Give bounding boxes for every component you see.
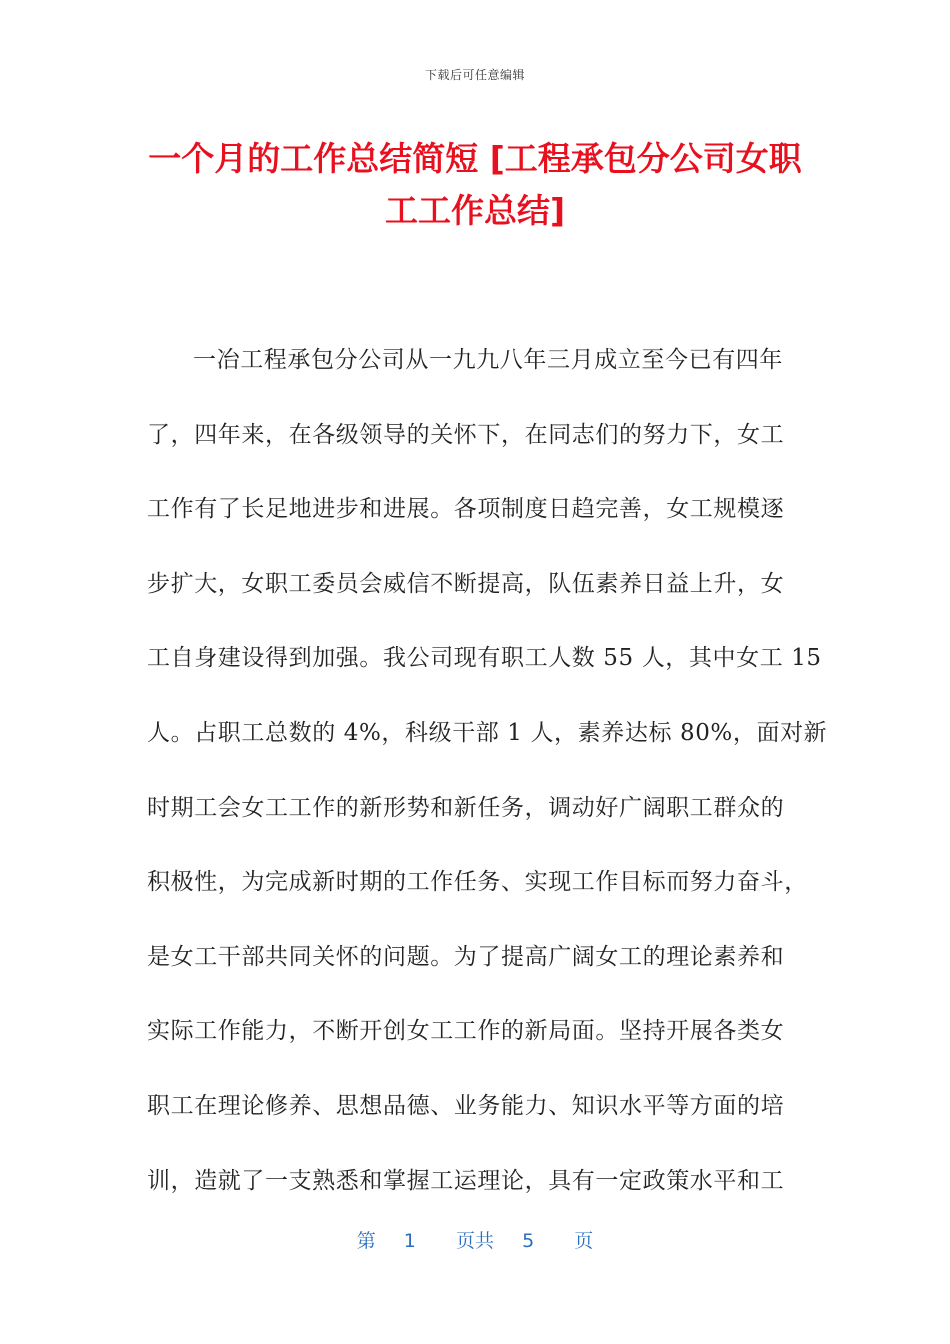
body-line: 是女工干部共同关怀的问题。为了提高广阔女工的理论素养和 — [147, 943, 785, 970]
page-prefix: 第 — [356, 1230, 376, 1252]
body-line: 时期工会女工工作的新形势和新任务，调动好广阔职工群众的 — [147, 794, 785, 821]
body-line: 积极性，为完成新时期的工作任务、实现工作目标而努力奋斗， — [147, 869, 808, 896]
document-title — [90, 133, 860, 237]
page-current: 1 — [403, 1230, 416, 1252]
body-line: 训，造就了一支熟悉和掌握工运理论，具有一定政策水平和工 — [147, 1167, 785, 1194]
page-total: 5 — [522, 1230, 535, 1252]
body-line: 工自身建设得到加强。我公司现有职工人数 55 人，其中女工 15 — [147, 645, 822, 672]
body-line: 工作有了长足地进步和进展。各项制度日趋完善，女工规模逐 — [147, 496, 785, 523]
page-mid: 页共 — [455, 1230, 494, 1252]
body-line: 职工在理论修养、思想品德、业务能力、知识水平等方面的培 — [147, 1092, 785, 1119]
page-suffix: 页 — [574, 1230, 594, 1252]
body-paragraph — [147, 323, 828, 1218]
page-footer — [0, 1226, 950, 1253]
header-note: 下载后可任意编辑 — [424, 68, 525, 82]
body-line: 人。占职工总数的 4%，科级干部 1 人，素养达标 80%，面对新 — [147, 719, 828, 746]
body-line: 步扩大，女职工委员会威信不断提高，队伍素养日益上升，女 — [147, 570, 785, 597]
title-line-1: 一个月的工作总结简短 [工程承包分公司女职 — [148, 139, 802, 178]
body-line: 了，四年来，在各级领导的关怀下，在同志们的努力下，女工 — [147, 421, 785, 448]
body-line: 实际工作能力，不断开创女工工作的新局面。坚持开展各类女 — [147, 1018, 785, 1045]
body-line: 一冶工程承包分公司从一九九八年三月成立至今已有四年 — [193, 347, 783, 373]
title-line-2: 工工作总结] — [384, 191, 566, 230]
